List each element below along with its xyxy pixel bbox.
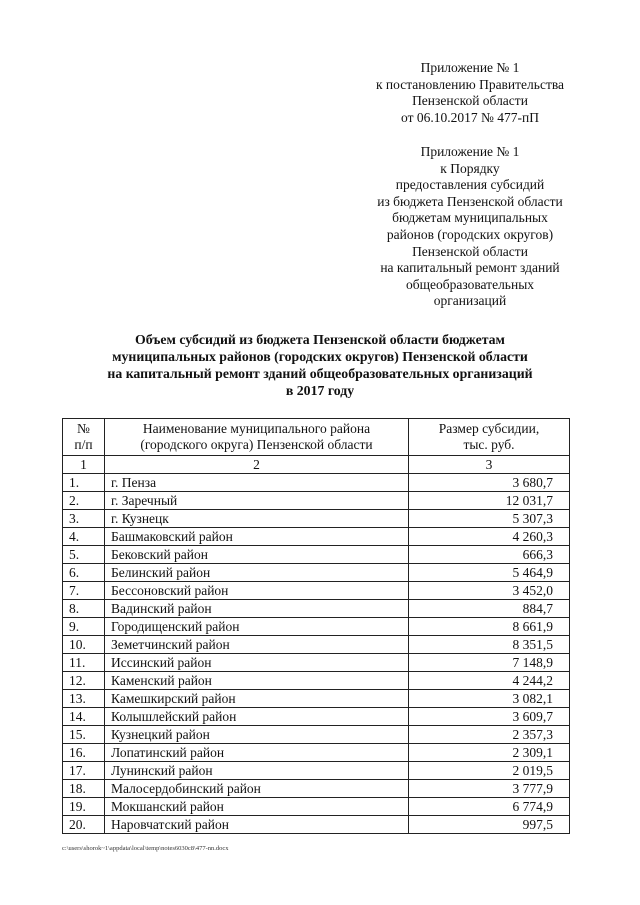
row-district-name: Вадинский район xyxy=(105,600,409,618)
table-row xyxy=(63,528,570,546)
row-subsidy-value: 997,5 xyxy=(409,816,570,834)
table-row xyxy=(63,744,570,762)
appendix-line: на капитальный ремонт зданий xyxy=(380,260,560,276)
table-row xyxy=(63,600,570,618)
header-number-line1: № xyxy=(77,421,90,436)
appendix-line: к постановлению Правительства xyxy=(375,76,565,92)
row-subsidy-value: 2 309,1 xyxy=(409,744,570,762)
row-number: 11. xyxy=(63,654,105,672)
row-district-name: Наровчатский район xyxy=(105,816,409,834)
table-row xyxy=(63,654,570,672)
table-row xyxy=(63,492,570,510)
row-district-name: Колышлейский район xyxy=(105,708,409,726)
row-subsidy-value: 5 307,3 xyxy=(409,510,570,528)
row-number: 6. xyxy=(63,564,105,582)
row-number: 8. xyxy=(63,600,105,618)
header-value-line2: тыс. руб. xyxy=(463,437,515,452)
row-subsidy-value: 5 464,9 xyxy=(409,564,570,582)
row-number: 15. xyxy=(63,726,105,744)
table-row xyxy=(63,708,570,726)
appendix-line: предоставления субсидий xyxy=(395,177,545,193)
row-subsidy-value: 7 148,9 xyxy=(409,654,570,672)
appendix-line: бюджетам муниципальных xyxy=(392,210,548,226)
row-district-name: Башмаковский район xyxy=(105,528,409,546)
header-name-line2: (городского округа) Пензенской области xyxy=(140,437,373,452)
row-number: 10. xyxy=(63,636,105,654)
table-row xyxy=(63,762,570,780)
appendix-line: Приложение № 1 xyxy=(420,60,520,75)
row-district-name: г. Пенза xyxy=(105,474,409,492)
table-row xyxy=(63,816,570,834)
appendix-line: Пензенской области xyxy=(412,93,528,109)
appendix-to-procedure xyxy=(345,144,595,310)
row-district-name: г. Заречный xyxy=(105,492,409,510)
row-number: 17. xyxy=(63,762,105,780)
row-district-name: Лунинский район xyxy=(105,762,409,780)
row-district-name: Бековский район xyxy=(105,546,409,564)
table-row xyxy=(63,564,570,582)
row-subsidy-value: 884,7 xyxy=(409,600,570,618)
header-name-line1: Наименование муниципального района xyxy=(142,421,371,436)
row-number: 14. xyxy=(63,708,105,726)
row-subsidy-value: 8 351,5 xyxy=(409,636,570,654)
appendix-line: из бюджета Пензенской области xyxy=(377,193,563,209)
title-line: муниципальных районов (городских округов) Пензенской области xyxy=(112,349,528,364)
row-subsidy-value: 3 082,1 xyxy=(409,690,570,708)
row-number: 7. xyxy=(63,582,105,600)
row-number: 2. xyxy=(63,492,105,510)
row-number: 3. xyxy=(63,510,105,528)
table-header-row xyxy=(63,419,570,456)
row-district-name: Городищенский район xyxy=(105,618,409,636)
title-line: в 2017 году xyxy=(285,383,355,398)
row-subsidy-value: 3 777,9 xyxy=(409,780,570,798)
row-subsidy-value: 3 680,7 xyxy=(409,474,570,492)
row-number: 1. xyxy=(63,474,105,492)
row-number: 20. xyxy=(63,816,105,834)
row-subsidy-value: 4 244,2 xyxy=(409,672,570,690)
row-number: 16. xyxy=(63,744,105,762)
row-district-name: Иссинский район xyxy=(105,654,409,672)
table-row xyxy=(63,546,570,564)
appendix-line: Приложение № 1 xyxy=(420,144,520,159)
appendix-line: районов (городских округов) xyxy=(386,226,554,242)
row-number: 13. xyxy=(63,690,105,708)
table-row xyxy=(63,690,570,708)
row-district-name: Камешкирский район xyxy=(105,690,409,708)
column-index-row xyxy=(63,456,570,474)
row-subsidy-value: 4 260,3 xyxy=(409,528,570,546)
row-subsidy-value: 3 609,7 xyxy=(409,708,570,726)
row-district-name: Лопатинский район xyxy=(105,744,409,762)
row-subsidy-value: 6 774,9 xyxy=(409,798,570,816)
row-subsidy-value: 8 661,9 xyxy=(409,618,570,636)
row-district-name: г. Кузнецк xyxy=(105,510,409,528)
appendix-line: Пензенской области xyxy=(412,243,528,259)
row-district-name: Каменский район xyxy=(105,672,409,690)
table-row xyxy=(63,636,570,654)
row-number: 5. xyxy=(63,546,105,564)
row-subsidy-value: 3 452,0 xyxy=(409,582,570,600)
row-subsidy-value: 666,3 xyxy=(409,546,570,564)
table-row xyxy=(63,798,570,816)
row-number: 9. xyxy=(63,618,105,636)
appendix-line: организаций xyxy=(433,293,507,309)
row-district-name: Кузнецкий район xyxy=(105,726,409,744)
subsidy-table xyxy=(62,418,570,834)
table-row xyxy=(63,672,570,690)
column-index: 1 xyxy=(63,456,105,474)
row-district-name: Земетчинский район xyxy=(105,636,409,654)
header-name xyxy=(105,419,409,456)
row-number: 4. xyxy=(63,528,105,546)
column-index: 2 xyxy=(105,456,409,474)
table-row xyxy=(63,474,570,492)
file-path-footer: c:\users\shorok~1\appdata\local\temp\notes6030c8\477-nn.docx xyxy=(62,845,229,852)
row-district-name: Белинский район xyxy=(105,564,409,582)
appendix-to-resolution xyxy=(345,60,595,126)
header-value xyxy=(409,419,570,456)
document-title xyxy=(60,331,580,399)
table-row xyxy=(63,510,570,528)
row-district-name: Мокшанский район xyxy=(105,798,409,816)
header-number-line2: п/п xyxy=(74,437,93,452)
appendix-line: общеобразовательных xyxy=(405,276,535,292)
row-district-name: Бессоновский район xyxy=(105,582,409,600)
title-line: на капитальный ремонт зданий общеобразовательных организаций xyxy=(107,366,533,381)
table-row xyxy=(63,618,570,636)
row-district-name: Малосердобинский район xyxy=(105,780,409,798)
row-subsidy-value: 2 019,5 xyxy=(409,762,570,780)
row-subsidy-value: 12 031,7 xyxy=(409,492,570,510)
column-index: 3 xyxy=(409,456,570,474)
table-row xyxy=(63,780,570,798)
appendix-line: от 06.10.2017 № 477-пП xyxy=(401,109,539,125)
appendix-line: к Порядку xyxy=(440,160,500,176)
header-value-line1: Размер субсидии, xyxy=(438,421,540,436)
table-row xyxy=(63,582,570,600)
header-number xyxy=(63,419,105,456)
row-number: 19. xyxy=(63,798,105,816)
row-number: 18. xyxy=(63,780,105,798)
row-number: 12. xyxy=(63,672,105,690)
table-row xyxy=(63,726,570,744)
title-line: Объем субсидий из бюджета Пензенской области бюджетам xyxy=(135,332,505,347)
row-subsidy-value: 2 357,3 xyxy=(409,726,570,744)
